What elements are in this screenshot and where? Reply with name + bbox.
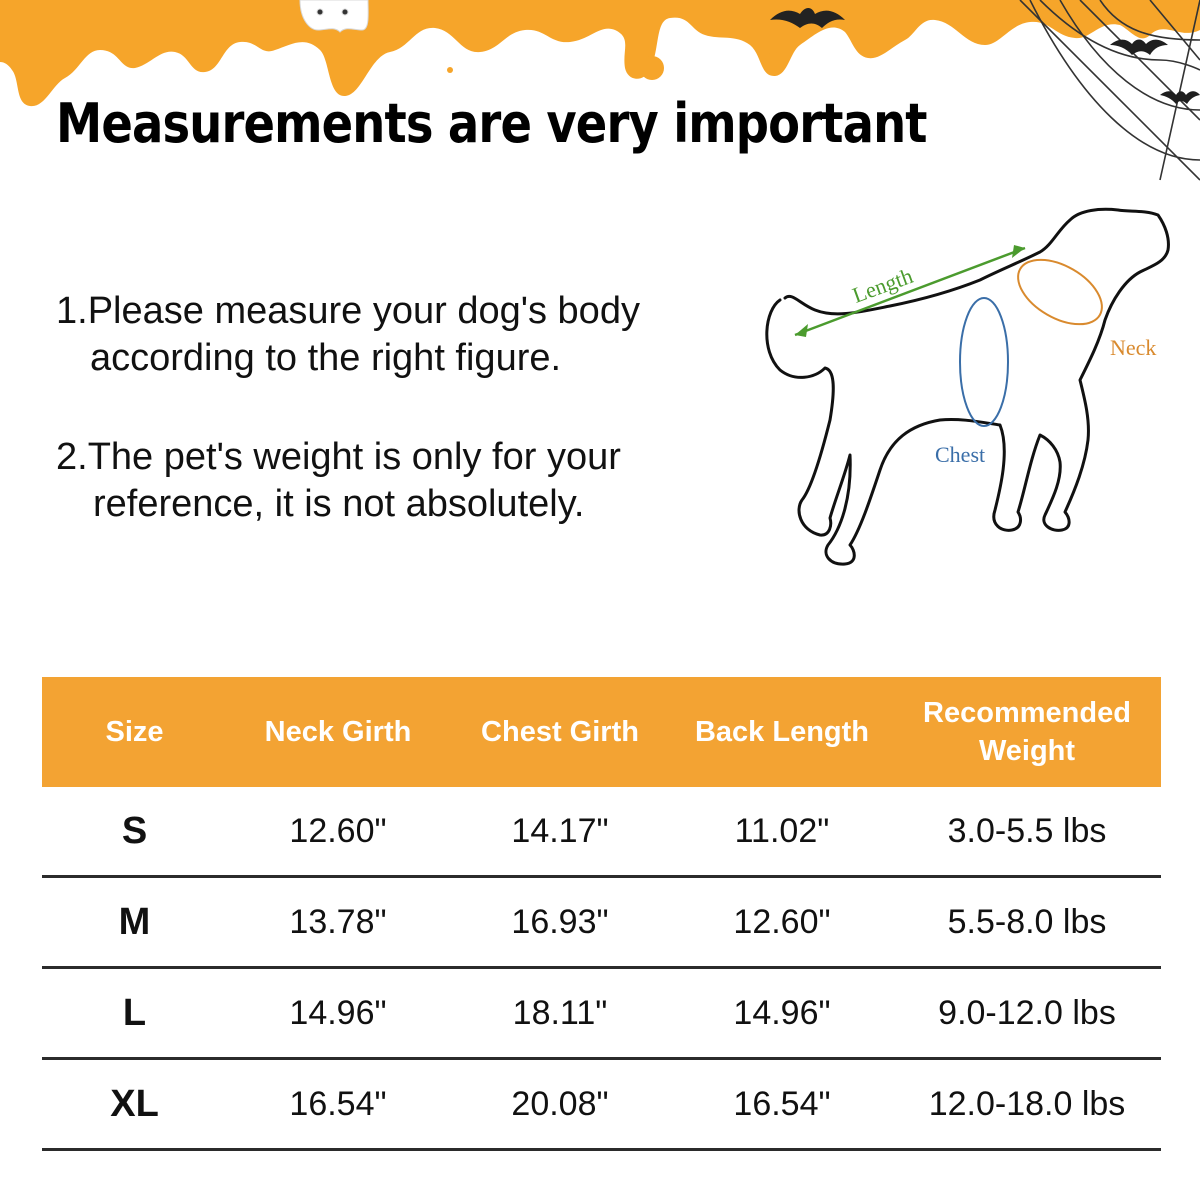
dog-outline	[767, 209, 1169, 564]
table-header-row	[42, 677, 1161, 787]
drip-drop	[447, 67, 453, 73]
length-arrow-head	[1012, 245, 1025, 258]
table-row	[42, 968, 1161, 1059]
ghost-icon	[300, 0, 368, 32]
length-arrow	[795, 248, 1025, 335]
header-neck-girth: Neck Girth	[227, 677, 449, 787]
header-recommended-weight	[893, 677, 1161, 787]
back-length-cell: 16.54"	[671, 1059, 893, 1150]
chest-measure-ellipse	[960, 298, 1008, 426]
chest-girth-cell: 18.11"	[449, 968, 671, 1059]
bat-icon	[1110, 40, 1200, 105]
neck-girth-cell: 12.60"	[227, 787, 449, 877]
size-cell: XL	[42, 1059, 227, 1150]
table-row	[42, 787, 1161, 877]
length-arrow-head	[795, 324, 808, 337]
note-line: The pet's weight is only for your	[87, 436, 621, 478]
neck-label: Neck	[1110, 335, 1157, 360]
size-cell: M	[42, 877, 227, 968]
neck-girth-cell: 16.54"	[227, 1059, 449, 1150]
weight-cell: 3.0-5.5 lbs	[893, 787, 1161, 877]
note-line: according to the right figure.	[90, 337, 562, 379]
weight-cell: 12.0-18.0 lbs	[893, 1059, 1161, 1150]
back-length-cell: 14.96"	[671, 968, 893, 1059]
dog-measurement-figure	[740, 200, 1180, 580]
header-weight-line2: Weight	[978, 735, 1076, 767]
table-row	[42, 877, 1161, 968]
length-label: Length	[848, 262, 917, 308]
weight-cell: 5.5-8.0 lbs	[893, 877, 1161, 968]
drip-drop	[765, 52, 785, 72]
note-line: reference, it is not absolutely.	[93, 483, 585, 525]
back-length-cell: 11.02"	[671, 787, 893, 877]
note-number: 2.	[56, 436, 88, 478]
drip-drop	[331, 46, 359, 74]
size-chart-table	[42, 677, 1161, 1151]
header-back-length: Back Length	[671, 677, 893, 787]
table-row	[42, 1059, 1161, 1150]
chest-girth-cell: 14.17"	[449, 787, 671, 877]
orange-drip-shape	[0, 0, 1200, 106]
page-title: Measurements are very important	[56, 92, 927, 155]
size-cell: S	[42, 787, 227, 877]
header-weight-line1: Recommended	[923, 697, 1131, 729]
neck-girth-cell: 13.78"	[227, 877, 449, 968]
chest-girth-cell: 16.93"	[449, 877, 671, 968]
drip-drop	[640, 56, 664, 80]
instruction-note-2	[56, 434, 621, 528]
note-line: Please measure your dog's body	[87, 290, 640, 332]
back-length-cell: 12.60"	[671, 877, 893, 968]
instruction-note-1	[56, 288, 640, 382]
spider-web-icon	[1020, 0, 1200, 180]
neck-girth-cell: 14.96"	[227, 968, 449, 1059]
header-chest-girth: Chest Girth	[449, 677, 671, 787]
chest-girth-cell: 20.08"	[449, 1059, 671, 1150]
chest-label: Chest	[935, 442, 986, 467]
size-cell: L	[42, 968, 227, 1059]
weight-cell: 9.0-12.0 lbs	[893, 968, 1161, 1059]
header-size: Size	[42, 677, 227, 787]
note-number: 1.	[56, 290, 88, 332]
